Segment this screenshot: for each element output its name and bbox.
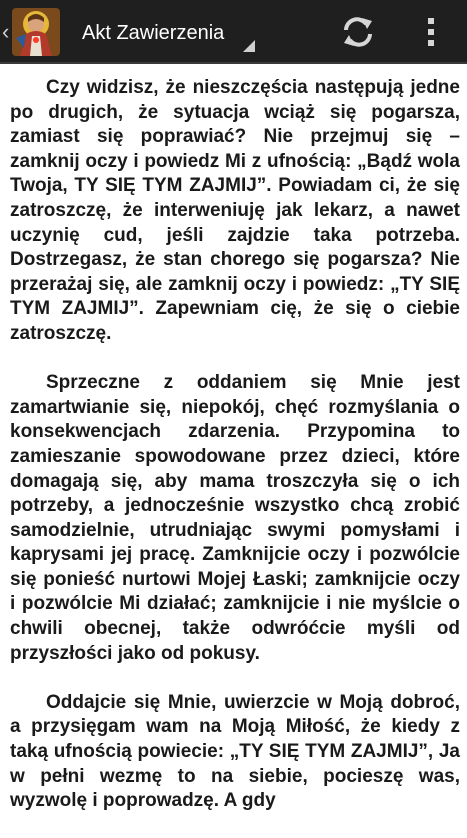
chevron-left-icon[interactable]: ‹ bbox=[2, 19, 10, 44]
overflow-menu-icon bbox=[412, 12, 452, 52]
paragraph: Czy widzisz, że nieszczęścia następują jedne po drugich, że sytuacja wciąż się pogarsza, zamiast się poprawiać? Nie przejmuj się – zamknij oczy i powiedz Mi z ufnością: „Bądź wola Twoja, TY SIĘ TYM ZAJMIJ”. Powiadam ci, że się zatroszczę, że interweniuję jak lekarz, a nawet uczynię cud, jeśli zajdzie taka potrzeba. Dostrzegasz, że stan chorego się pogarsza? Nie przerażaj się, ale zamknij oczy i powiedz: „TY SIĘ TYM ZAJMIJ”. Zapewniam cię, że się o ciebie zatroszczę. bbox=[10, 77, 460, 344]
paragraph: Oddajcie się Mnie, uwierzcie w Moją dobroć, a przysięgam wam na Moją Miłość, że kiedy z taką ufnością powiecie: „TY SIĘ TYM ZAJMIJ”, Ja w pełni wezmę to na siebie, pocieszę was, wyzwolę i poprowadzę. A gdy bbox=[10, 691, 460, 812]
action-bar bbox=[0, 0, 467, 64]
overflow-menu-button[interactable] bbox=[412, 12, 452, 52]
prayer-text bbox=[10, 76, 460, 838]
dropdown-arrow-icon[interactable] bbox=[243, 40, 255, 52]
refresh-button[interactable] bbox=[332, 12, 384, 52]
refresh-icon bbox=[332, 12, 384, 52]
paragraph: Sprzeczne z oddaniem się Mnie jest zamartwianie się, niepokój, chęć rozmyślania o konsekwencjach zdarzenia. Przypomina to zamieszanie spowodowane przez dzieci, które domagają się, aby mama troszczyła się o ich potrzeby, a jednocześnie wszystko chcą zrobić samodzielnie, utrudniając swymi pomysłami i kaprysami jej pracę. Zamknijcie oczy i pozwólcie się ponieść nurtowi Mojej Łaski; zamknijcie oczy i pozwólcie Mi działać; zamknijcie i nie myślcie o chwili obecnej, także odwróćcie myśli od przyszłości jako od pokusy. bbox=[10, 372, 460, 664]
page-title[interactable]: Akt Zawierzenia bbox=[82, 22, 225, 44]
sacred-heart-image-icon[interactable] bbox=[12, 8, 60, 56]
